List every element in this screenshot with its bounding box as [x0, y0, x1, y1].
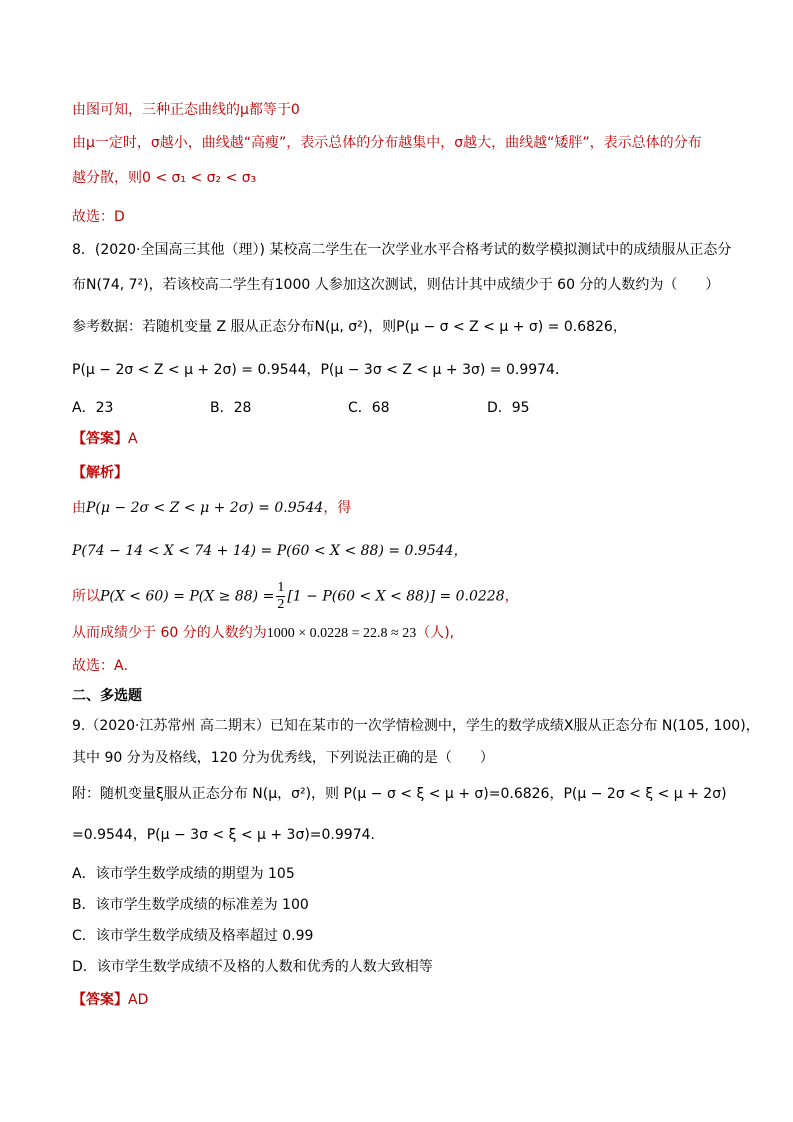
q8-solution-line-2: P(74 − 14 < X < 74 + 14) = P(60 < X < 88) = 0.9544，	[72, 543, 468, 559]
solution-suffix: ，	[504, 588, 519, 605]
solution-prefix: 由	[72, 500, 86, 516]
q8-solution-line-4	[72, 623, 454, 644]
solution-formula-a: P(X < 60) = P(X ≥ 88) =	[100, 588, 275, 605]
q9-stem-line-1: 9.（2020·江苏常州 高二期末）已知在某市的一次学情检测中，学生的数学成绩X服从正态分布 N(105, 100)，	[72, 718, 760, 734]
q8-option-b: B．28	[210, 400, 252, 416]
q9-answer	[72, 990, 148, 1010]
q8-solution-line-3	[72, 580, 519, 613]
q8-option-a: A．23	[72, 400, 114, 416]
answer-tag: 【答案】	[72, 992, 128, 1008]
q9-option-c: C．该市学生数学成绩及格率超过 0.99	[72, 928, 314, 944]
q8-solution-line-1	[72, 498, 351, 518]
fraction-denominator: 2	[277, 597, 285, 612]
solution-formula: P(μ − 2σ < Z < μ + 2σ) = 0.9544	[86, 500, 324, 516]
q8-reference-line-2: P(μ − 2σ < Z < μ + 2σ) = 0.9544，P(μ − 3σ < Z < μ + 3σ) = 0.9974．	[72, 362, 569, 378]
section-title: 二、多选题	[72, 688, 142, 704]
prev-solution-line-1: 由图可知，三种正态曲线的μ都等于0	[72, 102, 300, 118]
q9-reference-line-1: 附：随机变量ξ服从正态分布 N(μ，σ²)，则 P(μ − σ < ξ < μ + σ)=0.6826，P(μ − 2σ < ξ < μ + 2σ)	[72, 786, 727, 802]
prev-solution-line-2: 由μ一定时，σ越小，曲线越“高瘦”，表示总体的分布越集中，σ越大，曲线越“矮胖”，表示总体的分布	[72, 135, 702, 151]
fraction-numerator: 1	[277, 580, 285, 595]
q8-reference-line-1: 参考数据：若随机变量 Z 服从正态分布N(μ, σ²)，则P(μ − σ < Z < μ + σ) = 0.6826，	[72, 319, 627, 335]
q8-stem-line-2: 布N(74, 7²)，若该校高二学生有1000 人参加这次测试，则估计其中成绩少于 60 分的人数约为（ ）	[72, 277, 720, 293]
solution-prefix: 从而成绩少于 60 分的人数约为	[72, 625, 267, 641]
solution-formula-b: [1 − P(60 < X < 88)] = 0.0228	[287, 588, 505, 605]
q8-analysis-tag: 【解析】	[72, 465, 128, 481]
prev-choice: 故选：D	[72, 209, 125, 225]
answer-value: A	[128, 431, 138, 447]
q8-choice: 故选：A．	[72, 658, 138, 674]
solution-suffix: （人),	[416, 625, 455, 641]
solution-prefix: 所以	[72, 588, 100, 605]
q9-option-a: A．该市学生数学成绩的期望为 105	[72, 866, 295, 882]
prev-solution-line-3: 越分散，则0 < σ₁ < σ₂ < σ₃	[72, 170, 257, 186]
q9-option-d: D．该市学生数学成绩不及格的人数和优秀的人数大致相等	[72, 959, 433, 975]
q9-stem-line-2: 其中 90 分为及格线，120 分为优秀线，下列说法正确的是（ ）	[72, 750, 494, 766]
answer-value: AD	[128, 992, 149, 1008]
fraction-one-half	[276, 580, 285, 613]
q8-option-c: C．68	[348, 400, 390, 416]
answer-tag: 【答案】	[72, 431, 128, 447]
q8-answer	[72, 429, 138, 449]
q9-reference-line-2: =0.9544，P(μ − 3σ < ξ < μ + 3σ)=0.9974.	[72, 827, 375, 843]
q9-option-b: B．该市学生数学成绩的标准差为 100	[72, 897, 309, 913]
q8-stem-line-1: 8．(2020·全国高三其他（理）) 某校高二学生在一次学业水平合格考试的数学模拟测试中的成绩服从正态分	[72, 242, 732, 258]
solution-formula: 1000 × 0.0228 = 22.8 ≈ 23	[266, 626, 417, 641]
q8-option-d: D．95	[487, 400, 530, 416]
solution-suffix: ，得	[323, 500, 352, 516]
